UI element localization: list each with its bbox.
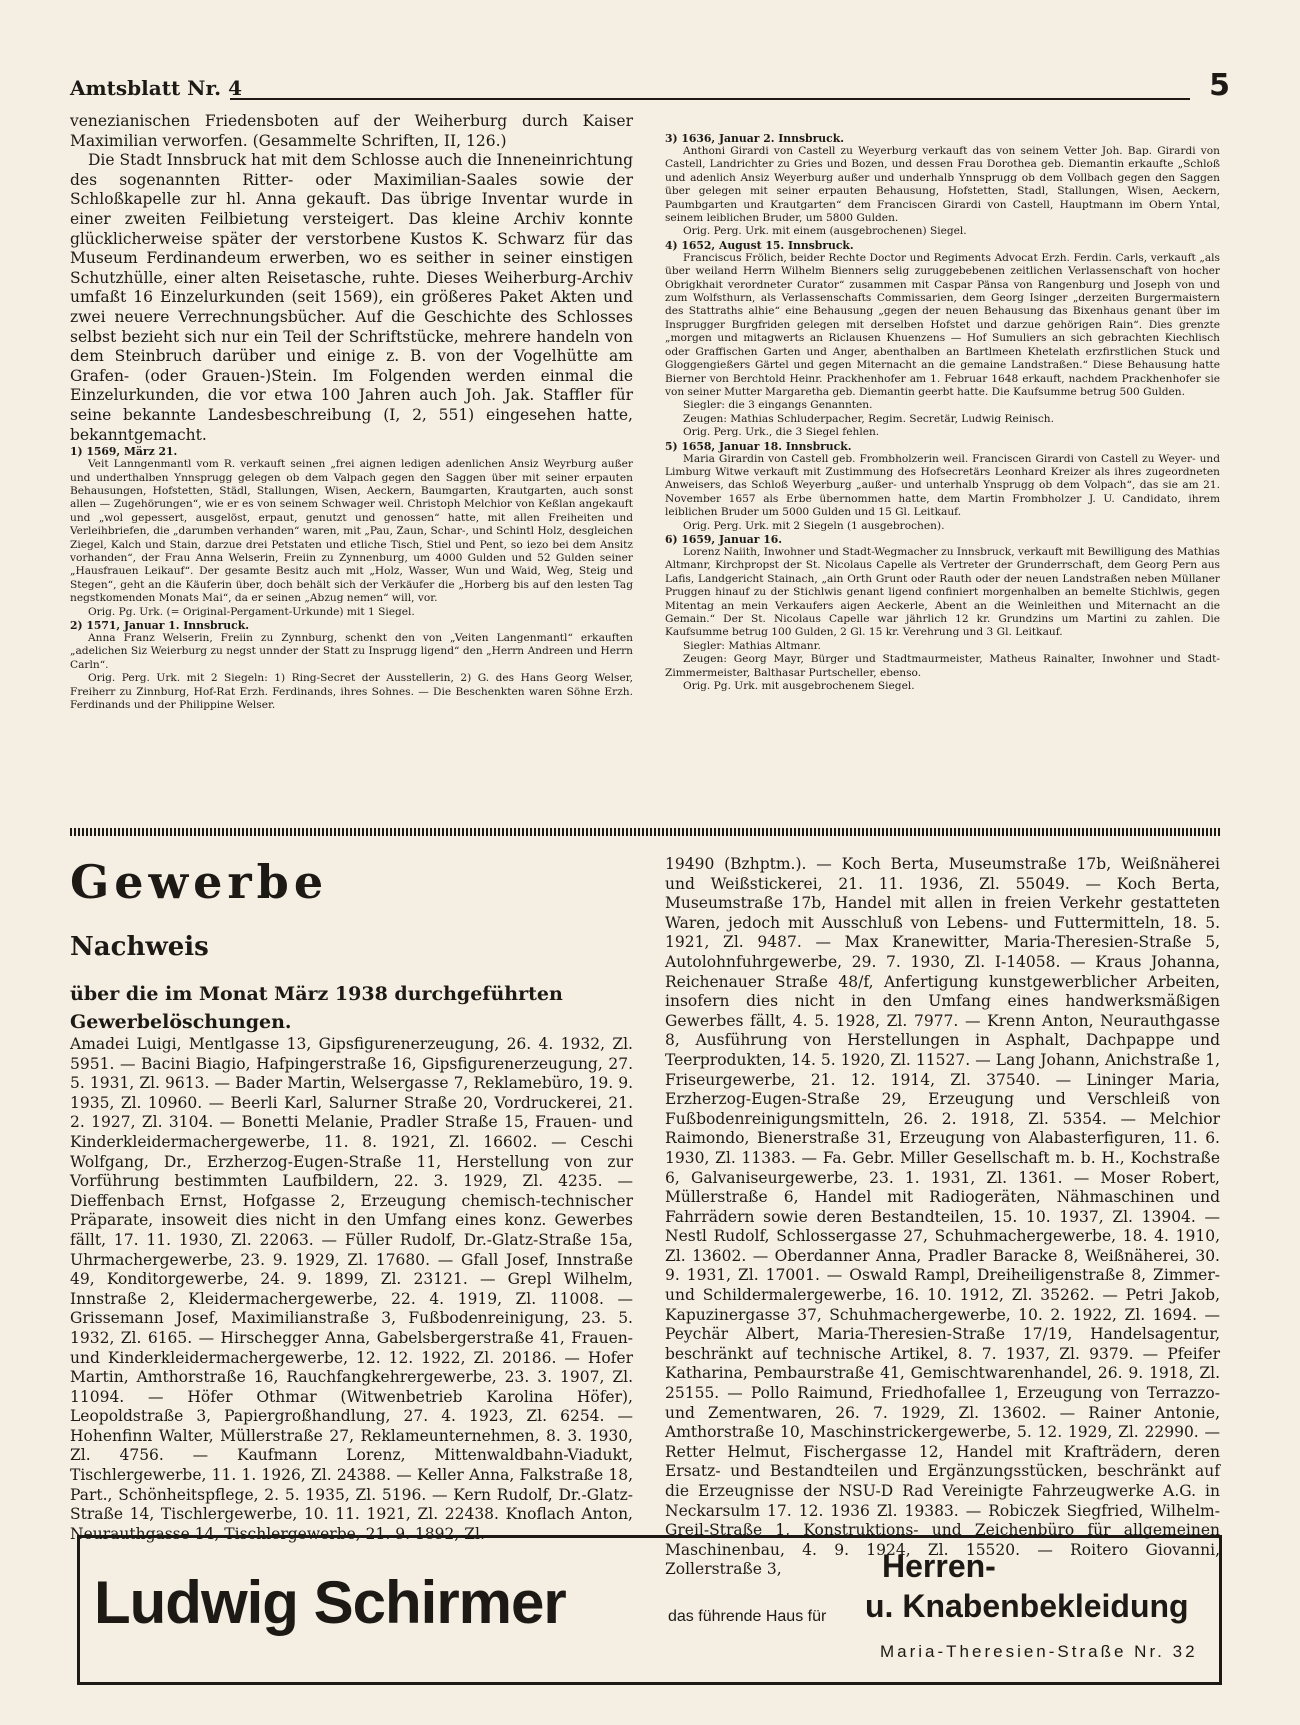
document-note: Orig. Pg. Urk. mit ausgebrochenem Siegel.	[683, 680, 915, 693]
header-rule	[230, 98, 1190, 100]
document-zeugen: Zeugen: Mathias Schluderpacher, Regim. Secretär, Ludwig Reinisch.	[683, 412, 1054, 425]
document-note: Orig. Perg. Urk. mit 2 Siegeln (1 ausgebrochen).	[683, 519, 945, 532]
ad-slogan: das führende Haus für	[668, 1608, 827, 1625]
section-divider	[70, 828, 1220, 836]
document-note: Orig. Perg. Urk., die 3 Siegel fehlen.	[683, 426, 880, 439]
page-header	[70, 68, 1230, 104]
publication-title: Amtsblatt Nr. 4	[70, 76, 242, 100]
gewerbe-entries: Amadei Luigi, Mentlgasse 13, Gipsfigurenerzeugung, 26. 4. 1932, Zl. 5951. — Bacini Biagio, Hafpingerstraße 16, Gipsfigurenerzeugung, 27. 5. 1931, Zl. 9613. — Bader Martin, Welsergasse 7, Reklamebüro, 19. 9. 1935, Zl. 10960. — Beerli Karl, Salurner Straße 20, Vordruckerei, 21. 2. 1927, Zl. 3104. — Bonetti Melanie, Pradler Straße 15, Frauen- und Kinderkleidermachergewerbe, 11. 8. 1921, Zl. 16602. — Ceschi Wolfgang, Dr., Erzherzog-Eugen-Straße 11, Herstellung von zur Vorführung bestimmten Laufbildern, 22. 3. 1929, Zl. 4235. — Dieffenbach Ernst, Hofgasse 2, Erzeugung chemisch-technischer Präparate, insoweit dies nicht in den Umfang eines konz. Gewerbes fällt, 17. 11. 1930, Zl. 22063. — Füller Rudolf, Dr.-Glatz-Straße 15a, Uhrmachergewerbe, 23. 9. 1929, Zl. 17680. — Gfall Josef, Innstraße 49, Konditorgewerbe, 24. 9. 1899, Zl. 23121. — Grepl Wilhelm, Innstraße 2, Kleidermachergewerbe, 22. 4. 1919, Zl. 11008. — Grissemann Josef, Maximilianstraße 3, Fußbodenreinigung, 23. 5. 1932, Zl. 6165. — Hirschegger Anna, Gabelsbergerstraße 41, Frauen- und Kinderkleidermachergewerbe, 12. 12. 1922, Zl. 20186. — Hofer Martin, Amthorstraße 16, Rauchfangkehrergewerbe, 23. 3. 1907, Zl. 11094. — Höfer Othmar (Witwenbetrieb Karolina Höfer), Leopoldstraße 3, Papiergroßhandlung, 27. 4. 1923, Zl. 6254. — Hohenfinn Walter, Müllerstraße 27, Reklameunternehmen, 8. 3. 1930, Zl. 4756. — Kaufmann Lorenz, Mittenwaldbahn-Viadukt, Tischlergewerbe, 11. 1. 1926, Zl. 24388. — Keller Anna, Falkstraße 18, Part., Schönheitspflege, 2. 5. 1935, Zl. 5196. — Kern Rudolf, Dr.-Glatz-Straße 14, Tischlergewerbe, 10. 11. 1921, Zl. 22438. Knoflach Anton, Neurauthgasse 14, Tischlergewerbe, 21. 9. 1892, Zl.	[70, 1035, 633, 1543]
document-text: Maria Girardin von Castell geb. Frombholzerin weil. Franciscen Girardi von Castell zu Weyer- und Limburg Witwe verkauft mit Zustimmung des Hofsecretärs Leonhard Kreizer als ihres zugeordneten Anweisers, das Schloß Weyerburg „außer- und unterhalb Ynsprugg ob dem Volpach“, das sie am 21. November 1657 als Erbe übernommen hatte, dem Martin Frombholzer J. U. Candidato, ihrem leiblichen Bruder um 5000 Gulden und 15 Gl. Leitkauf.	[665, 452, 1220, 519]
document-heading: 5) 1658, Januar 18. Innsbruck.	[665, 439, 852, 453]
document-note: Orig. Pg. Urk. (= Original-Pergament-Urkunde) mit 1 Siegel.	[88, 605, 415, 618]
document-siegler: Siegler: Mathias Altmanr.	[683, 639, 821, 652]
document-note: Orig. Perg. Urk. mit 2 Siegeln: 1) Ring-Secret der Ausstellerin, 2) G. des Hans Georg Welser, Freiherr zu Zinnburg, Hof-Rat Erzh. Ferdinands, ihres Sohnes. — Die Beschenkten waren Söhne Erzh. Ferdinands und der Philippine Welser.	[70, 672, 633, 711]
gewerbe-list-right	[665, 855, 1220, 1580]
advertisement	[77, 1535, 1222, 1685]
document-heading: 6) 1659, Januar 16.	[665, 532, 782, 546]
ad-company-name: Ludwig Schirmer	[94, 1569, 566, 1636]
section-subtitle: Nachweis	[70, 932, 209, 962]
document-text: Anna Franz Welserin, Freiin zu Zynnburg, schenkt den von „Veiten Langenmantl“ erkauften „adelichen Siz Weierburg zu negst unnder der Statt zu Insprugg ligend“ den „Herrn Andreen und Herrn Carln“.	[70, 631, 633, 671]
document-text: Anthoni Girardi von Castell zu Weyerburg verkauft das von seinem Vetter Joh. Bap. Girardi von Castell, Landrichter zu Gries und Bozen, und dessen Frau Dorothea geb. Diemantin erkaufte „Schloß und adenlich Ansiz Weyerburg außer und underhalb Ynnsprugg ob dem Vollbach gegen den Saggen über gelegen mit seiner erpauten Behausung, Hofstetten, Stadl, Stallungen, Wisen, Aeckern, Paumbgarten und Krautgarten“ dem Franciscen Girardi von Castell, Hauptmann im Obern Yntal, seinem leiblichen Bruder, um 5800 Gulden.	[665, 145, 1220, 225]
section-title: Gewerbe	[70, 855, 329, 909]
page-number: 5	[1209, 68, 1230, 103]
document-text: Veit Lanngenmantl vom R. verkauft seinen „frei aignen ledigen adenlichen Ansiz Weyrburg außer und underthalben Ynnsprugg gelegen ob dem Valpach gegen den Saggen über mit seiner erpauten Behausungen, Hofstetten, Städl, Stallungen, Wisen, Aeckern, Baumgarten, Krautgarten, auch sonst allen — Zugehörungen“, wie er es von seinem Schwager weil. Christoph Melchior von Keßlan angekauft und „wol gepessert, ausgelöst, erpaut, genutzt und genossen“ hatte, mit allen Freiheiten und Verleihbriefen, die „darumben verhanden“ waren, mit „Pau, Zaun, Schar-, und Schintl Holz, desgleichen Ziegel, Kalch und Stain, darzue drei Petstaten und etliche Tisch, Stiel und Pent, so iezo bei dem Ansitz vorhanden“, der Frau Anna Welserin, Freiin zu Zynnenburg, um 4000 Gulden und 52 Gulden seiner „Hausfrauen Leikauf“. Der gesamte Besitz auch mit „Holz, Wasser, Wun und Waid, Weg, Steig und Stegen“, geht an die Käuferin über, doch behält sich der Verkäufer die „Horberg bis auf den lesten Tag negstkomenden Monats Mai“, da er seinen „Abzug nemen“ will, vor.	[70, 458, 633, 605]
document-siegler: Siegler: die 3 eingangs Genannten.	[683, 399, 873, 412]
ad-product-line2: u. Knabenbekleidung	[865, 1588, 1189, 1624]
article-paragraph: Die Stadt Innsbruck hat mit dem Schlosse auch die Inneneinrichtung des sogenannten Ritter- oder Maximilian-Saales sowie der Schloßkapelle zur hl. Anna gekauft. Das übrige Inventar wurde in einer zweiten Feilbietung versteigert. Das kleine Archiv konnte glücklicherweise später der verstorbene Kustos K. Schwarz für das Museum Ferdinandeum erwerben, wo es seither in seiner einstigen Schutzhülle, einer alten Reisetasche, ruhte. Dieses Weiherburg-Archiv umfaßt 16 Einzelurkunden (seit 1569), ein größeres Paket Akten und zwei neuere Verrechnungsbücher. Auf die Geschichte des Schlosses selbst bezieht sich nur ein Teil der Schriftstücke, mehrere handeln von dem Steinbruch darüber und einige z. B. von der Vogelhütte am Grafen- (oder Grauen-)Stein. Im Folgenden werden einmal die Einzelurkunden, die vor etwa 100 Jahren auch Joh. Jak. Staffler für seine bekannte Landesbeschreibung (I, 2, 551) eingesehen hatte, bekanntgemacht.	[70, 151, 633, 444]
document-heading: 4) 1652, August 15. Innsbruck.	[665, 238, 854, 252]
ad-product-line1: Herren-	[882, 1548, 996, 1584]
article-paragraph: venezianischen Friedensboten auf der Weiherburg durch Kaiser Maximilian verworfen. (Gesammelte Schriften, II, 126.)	[70, 112, 633, 150]
document-heading: 3) 1636, Januar 2. Innsbruck.	[665, 132, 844, 145]
section-description: über die im Monat März 1938 durchgeführten Gewerbelöschungen.	[70, 983, 563, 1033]
document-text: Lorenz Naiith, Inwohner und Stadt-Wegmacher zu Innsbruck, verkauft mit Bewilligung des Mathias Altmanr, Kirchpropst der St. Nicolaus Capelle als Vertreter der Grunderrschaft, dem Georg Pern aus Lafis, Landgericht Stainach, „ain Orth Grunt oder Rauth oder der neuen Landstraßen neben Müllaner Pruggen hinauf zu der Stichlwis genant ligend confiniert morgenhalben an bemelte Stichlwis, gegen Mitentag an mein Verkaufers aigen Aeckerle, Abent an die Weinleithen und Miternacht an die Gemain.“ Der St. Nicolaus Capelle war jährlich 12 kr. Grundzins um Martini zu zahlen. Die Kaufsumme betrug 100 Gulden, 2 Gl. 15 kr. Verehrung und 3 Gl. Leitkauf.	[665, 545, 1220, 639]
document-heading: 1) 1569, März 21.	[70, 445, 178, 459]
gewerbe-entries: 19490 (Bzhptm.). — Koch Berta, Museumstraße 17b, Weißnäherei und Weißstickerei, 21. 11. 1936, Zl. 55049. — Koch Berta, Museumstraße 17b, Handel mit allen in freien Verkehr gestatteten Waren, jedoch mit Ausschluß von Lebens- und Futtermitteln, 18. 5. 1921, Zl. 9487. — Max Kranewitter, Maria-Theresien-Straße 5, Autolohnfuhrgewerbe, 29. 7. 1930, Zl. I-14058. — Kraus Johanna, Reichenauer Straße 48/f, Anfertigung kunstgewerblicher Arbeiten, insofern dies nicht in den Umfang eines handwerksmäßigen Gewerbes fällt, 4. 5. 1928, Zl. 7977. — Krenn Anton, Neurauthgasse 8, Ausführung von Herstellungen in Asphalt, Dachpappe und Teerprodukten, 14. 5. 1920, Zl. 11527. — Lang Johann, Anichstraße 1, Friseurgewerbe, 21. 12. 1914, Zl. 37540. — Lininger Maria, Erzherzog-Eugen-Straße 29, Erzeugung und Verschleiß von Fußbodenreinigungsmitteln, 26. 2. 1918, Zl. 5354. — Melchior Raimondo, Bienerstraße 31, Erzeugung von Alabasterfiguren, 11. 6. 1930, Zl. 11383. — Fa. Gebr. Miller Gesellschaft m. b. H., Kochstraße 6, Galvaniseurgewerbe, 23. 1. 1931, Zl. 1361. — Moser Robert, Müllerstraße 6, Handel mit Radiogeräten, Nähmaschinen und Fahrrädern sowie deren Bestandteilen, 15. 10. 1937, Zl. 13904. — Nestl Rudolf, Schlossergasse 27, Schuhmachergewerbe, 18. 4. 1910, Zl. 13602. — Oberdanner Anna, Pradler Baracke 8, Weißnäherei, 30. 9. 1931, Zl. 17001. — Oswald Rampl, Dreiheiligenstraße 8, Zimmer- und Schildermalergewerbe, 16. 10. 1912, Zl. 35262. — Petri Jakob, Kapuzinergasse 37, Schuhmachergewerbe, 10. 2. 1922, Zl. 1694. — Peychär Albert, Maria-Theresien-Straße 17/19, Handelsagentur, beschränkt auf technische Artikel, 8. 7. 1937, Zl. 9379. — Pfeifer Katharina, Pembaurstraße 41, Gemischtwarenhandel, 26. 9. 1918, Zl. 25155. — Pollo Raimund, Friedhofallee 1, Erzeugung von Terrazzo- und Zementwaren, 26. 7. 1929, Zl. 13602. — Rainer Antonie, Amthorstraße 10, Maschinstrickergewerbe, 5. 12. 1929, Zl. 22990. — Retter Helmut, Fischergasse 12, Handel mit Krafträdern, deren Ersatz- und Bestandteilen und Ergänzungsstücken, beschränkt auf die Erzeugnisse der NSU-D Rad Vereinigte Fahrzeugwerke A.G. in Neckarsulm 17. 12. 1936 Zl. 19383. — Robiczek Siegfried, Wilhelm-Greil-Straße 1, Konstruktions- und Zeichenbüro für allgemeinen Maschinenbau, 4. 9. 1924, Zl. 15520. — Roitero Giovanni, Zollerstraße 3,	[665, 855, 1220, 1579]
ad-address: Maria-Theresien-Straße Nr. 32	[880, 1642, 1198, 1661]
right-article-column	[665, 132, 1220, 693]
document-text: Franciscus Frölich, beider Rechte Doctor und Regiments Advocat Erzh. Ferdin. Carls, verkauft „als über weiland Herrn Wilhelm Bienners selig zuruggebebenen zeitlichen Verlassenschaft von hocher Obrigkhait verordneter Curator“ zusammen mit Caspar Pänsa von Rangenburg und Joseph von und zum Wolfsthurn, als Verlassenschafts Commissarien, dem Georg Isinger „derzeiten Burgermaistern des Stattraths alhie“ eine Behausung „gegen der neuen Behausung das Bixenhaus genant über im Insprugger Burgfriden gelegen mit derselben Hofstet und darzue gehörigen Rain“. Dies grenzte „morgen und mitagwerts an Riclausen Khuenzens — Hof Sumuliers an sich gebrachten Kiechlisch oder Graffischen Garten und Anger, abenthalben an Bartlmeen Khetelath erzfirstlichen Stuck und Gloggengießers Gärtel und gegen Miternacht an die gemaine Landstraßen.“ Diese Behausung hatte Bierner von Berchtold Heinr. Prackhenhofer am 1. Februar 1648 erkauft, nachdem Prackhenhofer sie von seiner Mutter Margaretha geb. Diemantin geerbt hatte. Die Kaufsumme betrug 500 Gulden.	[665, 251, 1220, 398]
document-note: Orig. Perg. Urk. mit einem (ausgebrochenen) Siegel.	[683, 225, 967, 238]
left-article-column	[70, 112, 633, 712]
document-heading: 2) 1571, Januar 1. Innsbruck.	[70, 618, 249, 632]
gewerbe-list-left	[70, 1035, 633, 1544]
document-zeugen: Zeugen: Georg Mayr, Bürger und Stadtmaurmeister, Matheus Rainalter, Inwohner und Stadt-Zimmermeister, Balthasar Purtscheller, ebenso.	[665, 653, 1220, 679]
